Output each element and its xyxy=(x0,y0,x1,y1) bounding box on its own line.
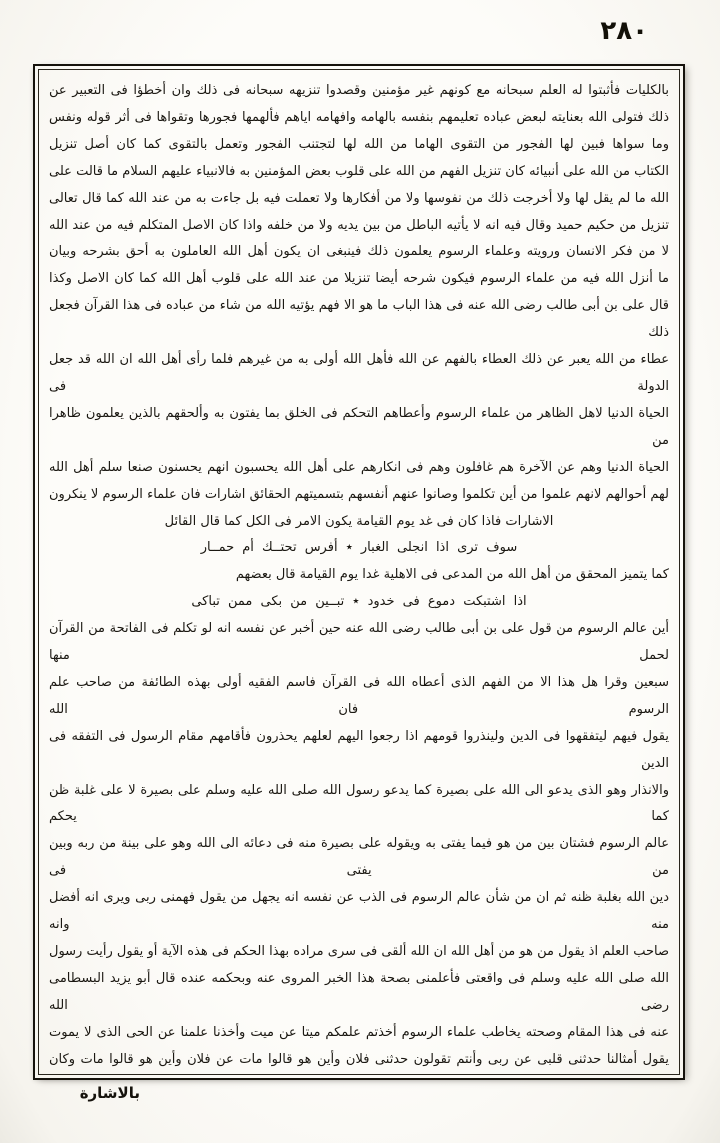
text-line: تنزيل من حكيم حميد وقال فيه انه لا يأتيه الباطل من بين يديه ولا من خلفه واذا كان الاصل المتكلم فيه من عند الله xyxy=(49,217,669,233)
text-line: سبعين وقرا هل هذا الا من الفهم الذى أعطاه الله فى القرآن فاسم الفقيه أولى بهذه الطائفة من صاحب علم الرسوم فان الله xyxy=(49,674,669,717)
text-line: لا من فكر الانسان ورويته وعلماء الرسوم يعلمون ذلك فينبغى ان يكون أهل الله العاملون به أحق بشرحه وبيان xyxy=(49,244,669,260)
text-line: صاحب العلم اذ يقول من هو من أهل الله ان الله ألقى فى سرى مراده بهذا الحكم فى هذه الآية أو يقول رأيت رسول xyxy=(49,944,669,959)
text-line: قال على بن أبى طالب رضى الله عنه فى هذا الباب ما هو الا فهم يؤتيه الله من شاء من عباده فى هذا القرآن فجعل ذلك xyxy=(49,298,669,341)
text-line: ما أنزل الله فيه من علماء الرسوم فيكون شرحه أيضا تنزيلا من عند الله على قلوب أهل الله كما كان الاصل وكذا xyxy=(49,271,669,287)
text-line: لهم أحوالهم لانهم علموا من أين تكلموا وصانوا عنهم أنفسهم بتسميتهم الحقائق اشارات فان علماء الرسوم لا ينكرون xyxy=(49,486,669,502)
text-line: الاشارات فاذا كان فى غد يوم القيامة يكون الامر فى الكل كما قال القائل xyxy=(164,513,554,529)
catchword: بالاشارة xyxy=(79,1084,140,1102)
text-line: والانذار وهو الذى يدعو الى الله على بصيرة كما يدعو رسول الله صلى الله عليه وسلم على بصيرة لا على غلبة ظن كما يحكم xyxy=(49,782,669,825)
text-line: أين عالم الرسوم من قول على بن أبى طالب رضى الله عنه حين أخبر عن نفسه انه لو تكلم فى الفاتحة من القرآن لحمل منها xyxy=(49,621,669,664)
page-number: ٢٨٠ xyxy=(600,16,648,46)
text-line: سوف ترى اذا انجلى الغبار ٭ أفرس تحتــك أم حمــار xyxy=(200,540,518,556)
text-line: يقول أمثالنا حدثنى قلبى عن ربى وأنتم تقولون حدثنى فلان وأين هو قالوا مات عن فلان وأين هو قالوا مات وكان xyxy=(49,1051,669,1067)
text-frame-outer-border xyxy=(33,64,685,1080)
text-line: يقول فيهم ليتفقهوا فى الدين ولينذروا قومهم اذا رجعوا اليهم لعلهم يحذرون فأقامهم مقام الرسول فى التفقه فى الدين xyxy=(49,728,669,771)
text-line: اذا اشتبكت دموع فى خدود ٭ تبــين من بكى ممن تباكى xyxy=(191,594,527,610)
text-line: الله ما لم يقل لها ولا أخرجت ذلك من نفوسها ولا من أفكارها ولا تعملت فيه بل جاءت به من عند الله كما قال تعالى xyxy=(49,190,669,206)
text-block xyxy=(39,70,679,1074)
text-line: الله صلى الله عليه وسلم فى واقعتى فأعلمنى بصحة هذا الخبر المروى عنه وبحكمه عنده قال أبو يزيد البسطامى رضى الله xyxy=(49,970,669,1013)
text-line: عطاء من الله يعبر عن ذلك العطاء بالفهم عن الله فأهل الله أولى به من غيرهم فلما رأى أهل الله ان الله قد جعل الدولة فى xyxy=(49,352,669,394)
text-line: عنه فى هذا المقام وصحته يخاطب علماء الرسوم أخذتم علمكم ميتا عن ميت وأخذنا علمنا عن الحى الذى لا يموت xyxy=(49,1024,669,1040)
text-line: عالم الرسوم فشتان بين من هو فيما يفتى به ويقوله على بصيرة منه فى دعائه الى الله وهو على بينة من ربه وبين من يفتى فى xyxy=(49,836,669,879)
text-line: الحياة الدنيا لاهل الظاهر من علماء الرسوم وأعطاهم التحكم فى الخلق بما يفتون به وألحقهم بالذين يعلمون ظاهرا من xyxy=(49,405,669,448)
text-line: الكتاب من الله على أنبيائه كان تنزيل الفهم من الله على قلوب بعض المؤمنين به فالانبياء عليهم السلام ما قالت على xyxy=(49,163,669,179)
text-line: وما سواها فبين لها الفجور من التقوى الهاما من الله لها لتجتنب الفجور وتعمل بالتقوى كما كان أصل تنزيل xyxy=(49,136,669,152)
text-line: كما يتميز المحقق من أهل الله من المدعى فى الاهلية غدا يوم القيامة قال بعضهم xyxy=(235,567,669,583)
text-line: بالكليات فأثبتوا له العلم سبحانه مع كونهم غير مؤمنين وقصدوا تنزيهه سبحانه فى ذلك وان أخطؤا فى التعبير عن xyxy=(49,83,669,98)
text-line: ذلك فتولى الله بعنايته لبعض عباده تعليمهم بنفسه بالهامه وافهامه اياهم فألهمها فجورها وتقواها فى أثر قوله ونفس xyxy=(49,109,669,125)
text-line: دين الله بغلبة ظنه ثم ان من شأن عالم الرسوم فى الذب عن نفسه انه يجهل من يقول فهمنى ربى ويرى انه أفضل منه وانه xyxy=(49,890,669,933)
text-line: الحياة الدنيا وهم عن الآخرة هم غافلون وهم فى انكارهم على أهل الله يحسبون انهم يحسنون صنعا سلم أهل الله xyxy=(49,459,669,475)
text-frame-inner-border xyxy=(38,69,680,1075)
